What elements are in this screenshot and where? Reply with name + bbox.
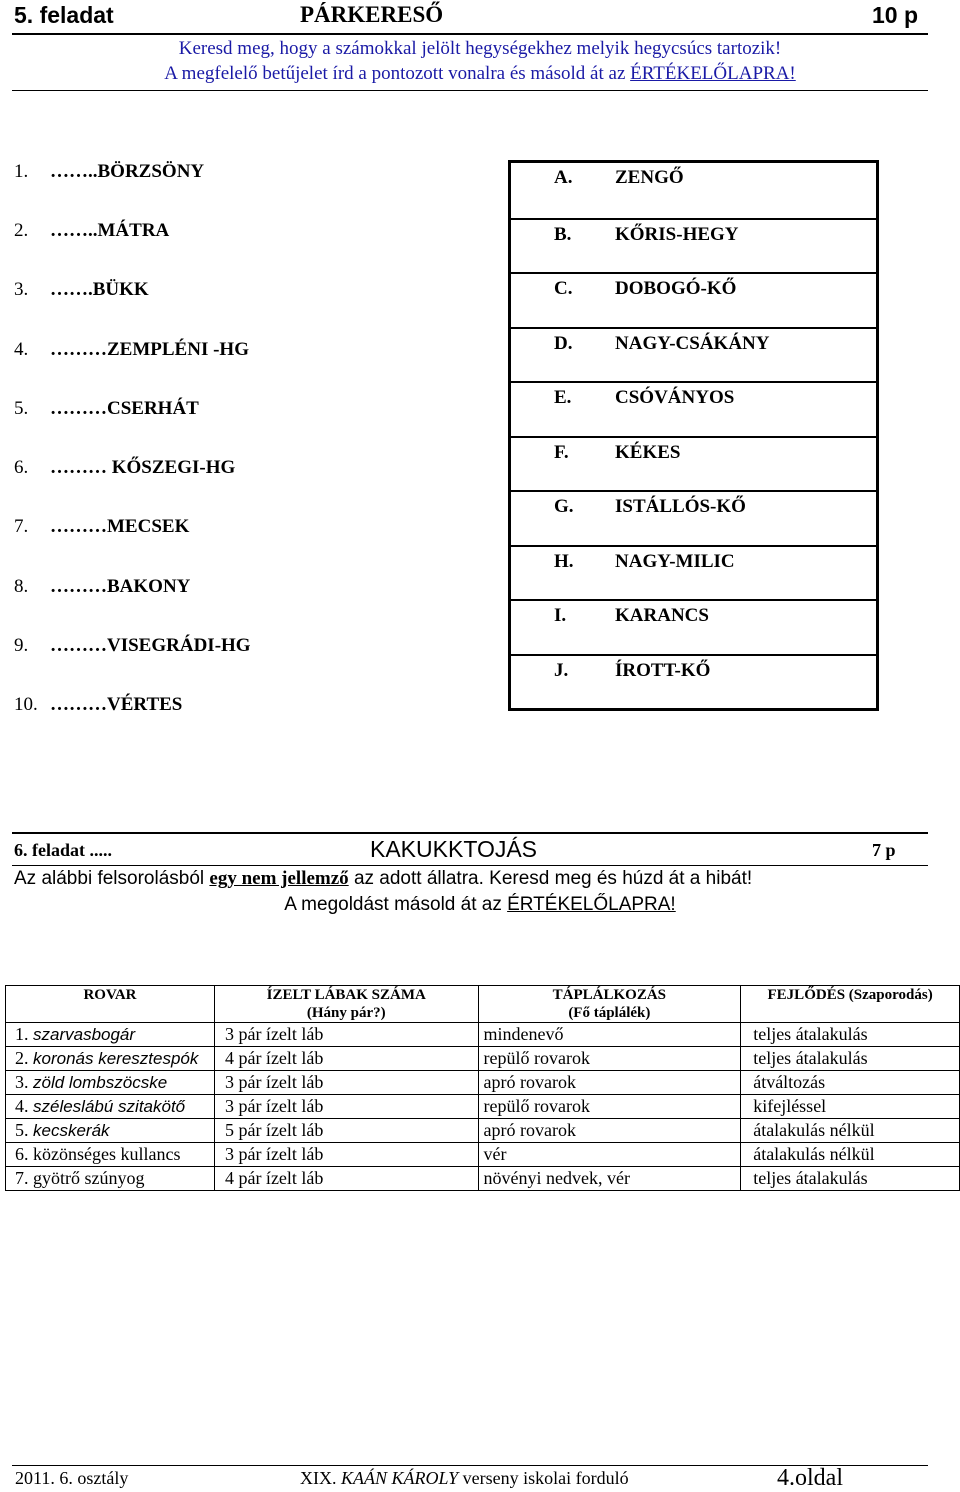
task5-instruction-2-text: A megfelelő betűjelet írd a pontozott vonalra és másold át az: [164, 63, 631, 84]
insect-cell[interactable]: [6, 1119, 215, 1143]
header-development: [741, 986, 960, 1023]
header-insect-label: ROVAR: [83, 987, 137, 1003]
peak-item: [511, 163, 876, 217]
table-row: [6, 1023, 960, 1047]
insect-name: szarvasbogár: [33, 1025, 136, 1044]
development-cell[interactable]: átalakulás nélkül: [741, 1119, 960, 1143]
mountain-item: [14, 161, 204, 183]
food-cell[interactable]: növényi nedvek, vér: [478, 1167, 741, 1191]
footer-grade: 2011. 6. osztály: [15, 1468, 129, 1488]
answer-dotted-line[interactable]: ………: [50, 516, 107, 537]
peak-letter: I.: [554, 605, 567, 626]
development-cell[interactable]: teljes átalakulás: [741, 1167, 960, 1191]
food-cell[interactable]: repülő rovarok: [478, 1047, 741, 1071]
insect-name: koronás keresztespók: [33, 1049, 199, 1068]
task5-bottom-rule: [12, 90, 928, 91]
legs-cell[interactable]: 4 pár ízelt láb: [214, 1047, 478, 1071]
answer-dotted-line[interactable]: ………: [50, 635, 107, 656]
peak-letter: G.: [554, 496, 574, 517]
food-cell[interactable]: mindenevő: [478, 1023, 741, 1047]
task6-points: 7 p: [872, 840, 896, 860]
peak-name: NAGY-CSÁKÁNY: [615, 332, 770, 354]
food-cell[interactable]: repülő rovarok: [478, 1095, 741, 1119]
peak-letter: D.: [554, 332, 573, 354]
footer-page-number: 4.oldal: [777, 1465, 843, 1491]
mountain-number: 2.: [14, 220, 29, 241]
header-legs-sub: (Hány pár?): [306, 1005, 386, 1021]
footer-competition-prefix: XIX.: [300, 1468, 341, 1488]
answer-dotted-line[interactable]: …….: [50, 279, 93, 300]
mountain-name: CSERHÁT: [107, 398, 199, 419]
legs-cell[interactable]: 5 pár ízelt láb: [214, 1119, 478, 1143]
table-row: [6, 1095, 960, 1119]
header-food-sub: (Fő táplálék): [568, 1005, 651, 1021]
peak-letter: E.: [554, 387, 572, 408]
table-row: [6, 1071, 960, 1095]
footer-competition-suffix: verseny iskolai forduló: [458, 1468, 629, 1488]
peak-name: KŐRIS-HEGY: [615, 223, 739, 245]
peak-name: KÉKES: [615, 441, 681, 463]
peak-item: [511, 654, 876, 710]
mountain-item: [14, 694, 182, 716]
mountain-number: 3.: [14, 279, 29, 300]
mountain-item: [14, 398, 199, 420]
mountain-number: 6.: [14, 457, 29, 478]
insect-name: gyötrő szúnyog: [33, 1168, 145, 1188]
table-row: [6, 1047, 960, 1071]
insect-name: széleslábú szitakötő: [33, 1097, 186, 1116]
insect-cell[interactable]: [6, 1047, 215, 1071]
peak-letter: A.: [554, 167, 573, 188]
mountain-name: BÜKK: [92, 279, 149, 300]
peak-item: [511, 599, 876, 655]
legs-cell[interactable]: 3 pár ízelt láb: [214, 1023, 478, 1047]
task5-title: PÁRKERESŐ: [300, 2, 444, 27]
task6-title: KAKUKKTOJÁS: [370, 836, 538, 862]
task6-instruction-emphasis: egy nem jellemző: [209, 868, 349, 889]
answer-dotted-line[interactable]: ……..: [50, 220, 98, 241]
peak-item: [511, 490, 876, 546]
mountain-name: BÖRZSÖNY: [97, 161, 205, 182]
peak-item: [511, 218, 876, 274]
peak-item: [511, 545, 876, 601]
food-cell[interactable]: apró rovarok: [478, 1071, 741, 1095]
peak-item: [511, 436, 876, 492]
food-cell[interactable]: vér: [478, 1143, 741, 1167]
answer-dotted-line[interactable]: ………: [50, 694, 107, 715]
task5-points: 10 p: [872, 2, 919, 28]
task6-instruction-end: az adott állatra. Keresd meg és húzd át a hibát!: [348, 868, 753, 889]
mountain-name: KŐSZEGI-HG: [111, 457, 236, 478]
task5-top-rule: [12, 33, 928, 35]
answer-dotted-line[interactable]: ………: [50, 457, 112, 478]
peak-item: [511, 272, 876, 328]
mountain-item: [14, 516, 189, 538]
task6-instruction2-text: A megoldást másold át az: [284, 894, 508, 915]
table-row: [6, 1143, 960, 1167]
legs-cell[interactable]: 3 pár ízelt láb: [214, 1071, 478, 1095]
peak-item: [511, 327, 876, 383]
mountain-name: BAKONY: [107, 576, 191, 597]
task5-number: 5. feladat: [14, 2, 114, 28]
peak-letter: J.: [554, 659, 569, 681]
evaluation-sheet-link-2: ÉRTÉKELŐLAPRA!: [507, 894, 676, 915]
footer: [12, 1465, 928, 1491]
header-food: [478, 986, 741, 1023]
footer-competition-name: KAÁN KÁROLY: [341, 1468, 459, 1488]
peak-name: ISTÁLLÓS-KŐ: [615, 496, 746, 517]
insect-cell[interactable]: [6, 1095, 215, 1119]
header-development-label: FEJLŐDÉS (Szaporodás): [767, 987, 933, 1003]
answer-dotted-line[interactable]: ……..: [50, 161, 98, 182]
task6-instruction-1: [14, 868, 752, 890]
development-cell[interactable]: teljes átalakulás: [741, 1023, 960, 1047]
answer-dotted-line[interactable]: ………: [50, 398, 107, 419]
peak-name: ÍROTT-KŐ: [615, 659, 711, 681]
insect-table-header: [6, 986, 960, 1023]
peak-box: [508, 160, 879, 711]
header-legs: [214, 986, 478, 1023]
answer-dotted-line[interactable]: ………: [50, 339, 107, 360]
header-food-label: TÁPLÁLKOZÁS: [552, 987, 667, 1003]
peak-name: KARANCS: [615, 605, 709, 626]
mountain-number: 8.: [14, 576, 29, 597]
insect-table: [5, 985, 960, 1191]
mountain-number: 10.: [14, 694, 38, 715]
row-number: 5.: [15, 1120, 33, 1140]
development-cell[interactable]: teljes átalakulás: [741, 1047, 960, 1071]
task6-top-rule: [12, 832, 928, 834]
row-number: 4.: [15, 1096, 33, 1116]
insect-name: közönséges kullancs: [33, 1144, 181, 1164]
legs-cell[interactable]: 3 pár ízelt láb: [214, 1095, 478, 1119]
task6-number: 6. feladat .....: [14, 840, 112, 860]
peak-letter: H.: [554, 550, 574, 572]
mountain-item: [14, 576, 190, 598]
legs-cell[interactable]: 3 pár ízelt láb: [214, 1143, 478, 1167]
mountain-number: 1.: [14, 161, 29, 182]
table-row: [6, 1119, 960, 1143]
mountain-name: VISEGRÁDI-HG: [107, 635, 251, 656]
footer-competition: [300, 1468, 629, 1489]
mountain-name: VÉRTES: [107, 694, 183, 715]
mountain-item: [14, 279, 149, 301]
peak-name: ZENGŐ: [615, 167, 684, 188]
development-cell[interactable]: átváltozás: [741, 1071, 960, 1095]
peak-letter: C.: [554, 278, 573, 299]
mountain-number: 5.: [14, 398, 29, 419]
mountain-item: [14, 220, 169, 242]
mountain-number: 9.: [14, 635, 29, 656]
table-row: [6, 1167, 960, 1191]
mountain-name: MECSEK: [107, 516, 190, 537]
development-cell[interactable]: kifejléssel: [741, 1095, 960, 1119]
mountain-item: [14, 339, 249, 361]
mountain-name: ZEMPLÉNI -HG: [107, 339, 249, 360]
mountain-number: 4.: [14, 339, 29, 360]
task5-instruction-2: [0, 63, 960, 85]
legs-cell[interactable]: 4 pár ízelt láb: [214, 1167, 478, 1191]
peak-item: [511, 381, 876, 437]
mountain-number: 7.: [14, 516, 29, 537]
food-cell[interactable]: apró rovarok: [478, 1119, 741, 1143]
peak-letter: B.: [554, 223, 572, 245]
evaluation-sheet-link: ÉRTÉKELŐLAPRA!: [630, 63, 796, 84]
mountain-item: [14, 635, 251, 657]
mountain-name: MÁTRA: [97, 220, 170, 241]
row-number: 6.: [15, 1144, 33, 1164]
peak-name: DOBOGÓ-KŐ: [615, 278, 737, 299]
row-number: 2.: [15, 1048, 33, 1068]
insect-cell[interactable]: [6, 1167, 215, 1191]
insect-cell[interactable]: [6, 1023, 215, 1047]
task6-title-rule: [12, 865, 928, 866]
peak-letter: F.: [554, 441, 569, 463]
task5-instruction-1: Keresd meg, hogy a számokkal jelölt hegységekhez melyik hegycsúcs tartozik!: [178, 38, 782, 59]
insect-name: zöld lombszöcske: [33, 1073, 168, 1092]
task6-instruction-start: Az alábbi felsorolásból: [14, 868, 210, 889]
answer-dotted-line[interactable]: ………: [50, 576, 107, 597]
row-number: 1.: [15, 1024, 33, 1044]
insect-cell[interactable]: [6, 1071, 215, 1095]
peak-name: CSÓVÁNYOS: [615, 387, 735, 408]
insect-cell[interactable]: [6, 1143, 215, 1167]
insect-name: kecskerák: [33, 1121, 110, 1140]
mountain-item: [14, 457, 235, 479]
peak-name: NAGY-MILIC: [615, 550, 735, 572]
row-number: 7.: [15, 1168, 33, 1188]
header-legs-label: ÍZELT LÁBAK SZÁMA: [266, 987, 426, 1003]
task6-instruction-2: [0, 894, 960, 916]
header-insect: [6, 986, 215, 1023]
row-number: 3.: [15, 1072, 33, 1092]
development-cell[interactable]: átalakulás nélkül: [741, 1143, 960, 1167]
